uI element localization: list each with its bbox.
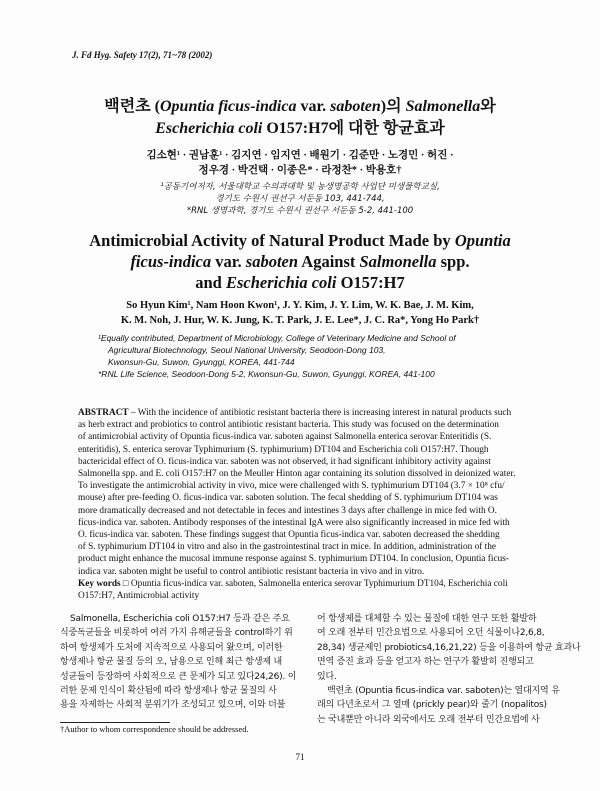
body-line: 식중독균들을 비롯하여 여러 가지 유해균들을 control하기 위 [60, 628, 293, 639]
ko-affil-line: *RNL 생명과학, 경기도 수원시 권선구 서둔동 5-2, 441-100 [186, 206, 414, 216]
en-affil-line: *RNL Life Science, Seodoon-Dong 5-2, Kwonsun-Gu, Suwon, Gyunggi, KOREA, 441-100 [98, 369, 435, 379]
abstract-line: – With the incidence of antibiotic resistant bacteria there is increasing interest in natural products such [128, 408, 512, 418]
en-title-text: var. [211, 252, 246, 271]
body-line: 래의 다년초로서 그 열매 (prickly pear)와 줄기 (nopalitos) [317, 700, 547, 711]
ko-title-text: 백련초 ( [104, 98, 160, 115]
abstract-line: mouse) after pre-feeding O. ficus-indica var. saboten solution. The fecal shedding of S. typhimurium DT104 was [78, 493, 498, 504]
abstract-line: O. ficus-indica var. saboten. These findings suggest that Opuntia ficus-indica var. saboten decreased the shedding [78, 530, 500, 541]
body-line: 있다. [317, 671, 337, 682]
english-affiliations [98, 332, 538, 380]
body-line: 러한 문제 인식이 확산됨에 따라 항생제나 항균 물질의 사 [60, 686, 277, 697]
ko-title-text: var. [296, 98, 331, 115]
footnote-divider [60, 722, 170, 723]
korean-affiliations [60, 181, 540, 217]
ko-author-line: 정우경 · 박건택 · 이종은* · 라정찬* · 박용호† [198, 165, 402, 176]
body-column-right [317, 612, 581, 727]
en-title-text: saboten [245, 252, 299, 271]
ko-title-text: saboten [330, 98, 381, 115]
body-line: 하여 항생제가 도처에 지속적으로 사용되어 왔으며, 이러한 [60, 642, 283, 653]
abstract-line: product might enhance the mucosal immune response against S. typhimurium DT104. In conclusion, Opuntia ficus- [78, 554, 509, 565]
abstract-line: more dramatically decreased and not detectable in feces and intestines 3 days after challenge in mice fed with O. [78, 505, 497, 516]
korean-title [40, 96, 560, 140]
en-title-text: Antimicrobial Activity of Natural Product Made by [89, 231, 455, 250]
body-line: 어 항생제를 대체할 수 있는 물질에 대한 연구 또한 활발하 [317, 614, 537, 624]
english-title [40, 230, 560, 293]
abstract-line: ficus-indica var. saboten. Antibody responses of the intestinal IgA were also significantly increased in mice fed with [78, 517, 510, 528]
en-author-line: So Hyun Kim¹, Nam Hoon Kwon¹, J. Y. Kim, J. Y. Lim, W. K. Bae, J. M. Kim, [126, 300, 474, 311]
en-title-text: O157:H7 [336, 273, 405, 292]
abstract-line: indica var. saboten might be useful to control antibiotic resistant bacteria in vivo and in vitro. [78, 566, 425, 577]
ko-title-text: Escherichia coli [155, 120, 263, 137]
abstract-line: enteritidis), S. enterica serovar Typhimurium (S. typhimurium) DT104 and Escherichia coli O157:H7. Though [78, 444, 489, 455]
ko-author-line: 김소현¹ · 권남훈¹ · 김지연 · 임지연 · 배원기 · 김준만 · 노경민 · 허진 · [146, 150, 454, 161]
body-line: 항생제나 항균 물질 등의 오, 남용으로 인해 최근 항생제 내 [60, 657, 282, 668]
en-title-text: Opuntia [454, 231, 511, 250]
en-affil-line: Kwonsun-Gu, Suwon, Gyunggi, KOREA, 441-744 [108, 357, 295, 367]
body-line: 는 국내뿐만 아니라 외국에서도 오래 전부터 민간요법에 사 [317, 714, 540, 725]
en-author-line: K. M. Noh, J. Hur, W. K. Jung, K. T. Park, J. E. Lee*, J. C. Ra*, Yong Ho Park† [120, 315, 480, 326]
journal-citation: J. Fd Hyg. Safety 17(2), 71~78 (2002) [72, 50, 213, 60]
en-title-text: Salmonella [359, 252, 437, 271]
ko-title-text: 와 [480, 98, 496, 115]
ko-title-text: )의 [380, 98, 406, 115]
body-line: 여 오래 전부터 민간요법으로 사용되어 오던 식물이나2,6,8, [317, 628, 545, 639]
keywords-line: O157:H7, Antimicrobial activity [78, 591, 200, 602]
ko-title-text: Salmonella [405, 98, 481, 115]
ko-title-text: O157:H7에 대한 항균효과 [262, 120, 445, 137]
ko-affil-line: ¹공동기여저자, 서울대학교 수의과대학 및 농생명공학 사업단 미생물학교실, [160, 182, 440, 192]
abstract-line: To investigate the antimicrobial activity in vivo, mice were challenged with S. typhimurium DT104 (3.7 × 10⁸ cfu/ [78, 481, 505, 492]
abstract-line: of S. typhimurium DT104 in vitro and also in the gastrointestinal tract in mice. In addition, administration of the [78, 542, 497, 553]
ko-title-text: Opuntia ficus-indica [159, 98, 297, 115]
en-affil-line: ¹Equally contributed, Department of Microbiology, College of Veterinary Medicine and School of [98, 333, 456, 343]
keywords-line: □ Opuntia ficus-indica var. saboten, Salmonella enterica serovar Typhimurium DT104, Escherichia coli [120, 579, 508, 589]
en-title-text: ficus-indica [130, 252, 212, 271]
abstract-line: Salmonella spp. and E. coli O157:H7 on the Meuller Hinton agar containing its solution dissolved in deionized water. [78, 469, 516, 480]
abstract-line: as herb extract and probiotics to control antibiotic resistant bacteria. This study was focused on the determination [78, 420, 499, 431]
body-line: 용을 자제하는 사회적 분위기가 조성되고 있으며, 이와 더불 [60, 700, 286, 711]
ko-affil-line: 경기도 수원시 권선구 서둔동 103, 441-744, [215, 194, 385, 204]
body-line: 28,34) 생균제인 probiotics4,16,21,22) 등을 이용하여 항균 효과나 [317, 642, 581, 653]
keywords [78, 578, 524, 602]
korean-authors [60, 148, 540, 178]
abstract-line: of antimicrobial activity of Opuntia ficus-indica var. saboten against Salmonella enterica serovar Enteritidis (S. [78, 432, 492, 443]
en-title-text: and [195, 273, 226, 292]
abstract-line: bactericidal effect of O. ficus-indica var. saboten was not observed, it had significant inhibitory activity against [78, 456, 491, 467]
abstract [78, 407, 524, 578]
body-line: 백련초 (Opuntia ficus-indica var. saboten)는 열대지역 유 [327, 686, 560, 697]
en-title-text: Escherichia coli [225, 273, 337, 292]
abstract-label: ABSTRACT [78, 408, 129, 418]
page-number: 71 [295, 752, 305, 762]
en-title-text: Against [298, 252, 360, 271]
body-line: 성균들이 등장하여 사회적으로 큰 문제가 되고 있다24,26). 이 [60, 671, 297, 682]
en-title-text: spp. [436, 252, 470, 271]
en-affil-line: Agricultural Biotechnology, Seoul National University, Seodoon-Dong 103, [108, 345, 386, 355]
footnote: †Author to whom correspondence should be addressed. [60, 724, 249, 734]
keywords-label: Key words [78, 579, 121, 589]
body-line: 면역 증진 효과 등을 얻고자 하는 연구가 활발히 진행되고 [317, 657, 534, 668]
body-line: Salmonella, Escherichia coli O157:H7 등과 같은 주요 [70, 614, 290, 624]
body-column-left [60, 612, 297, 713]
english-authors [60, 298, 540, 328]
